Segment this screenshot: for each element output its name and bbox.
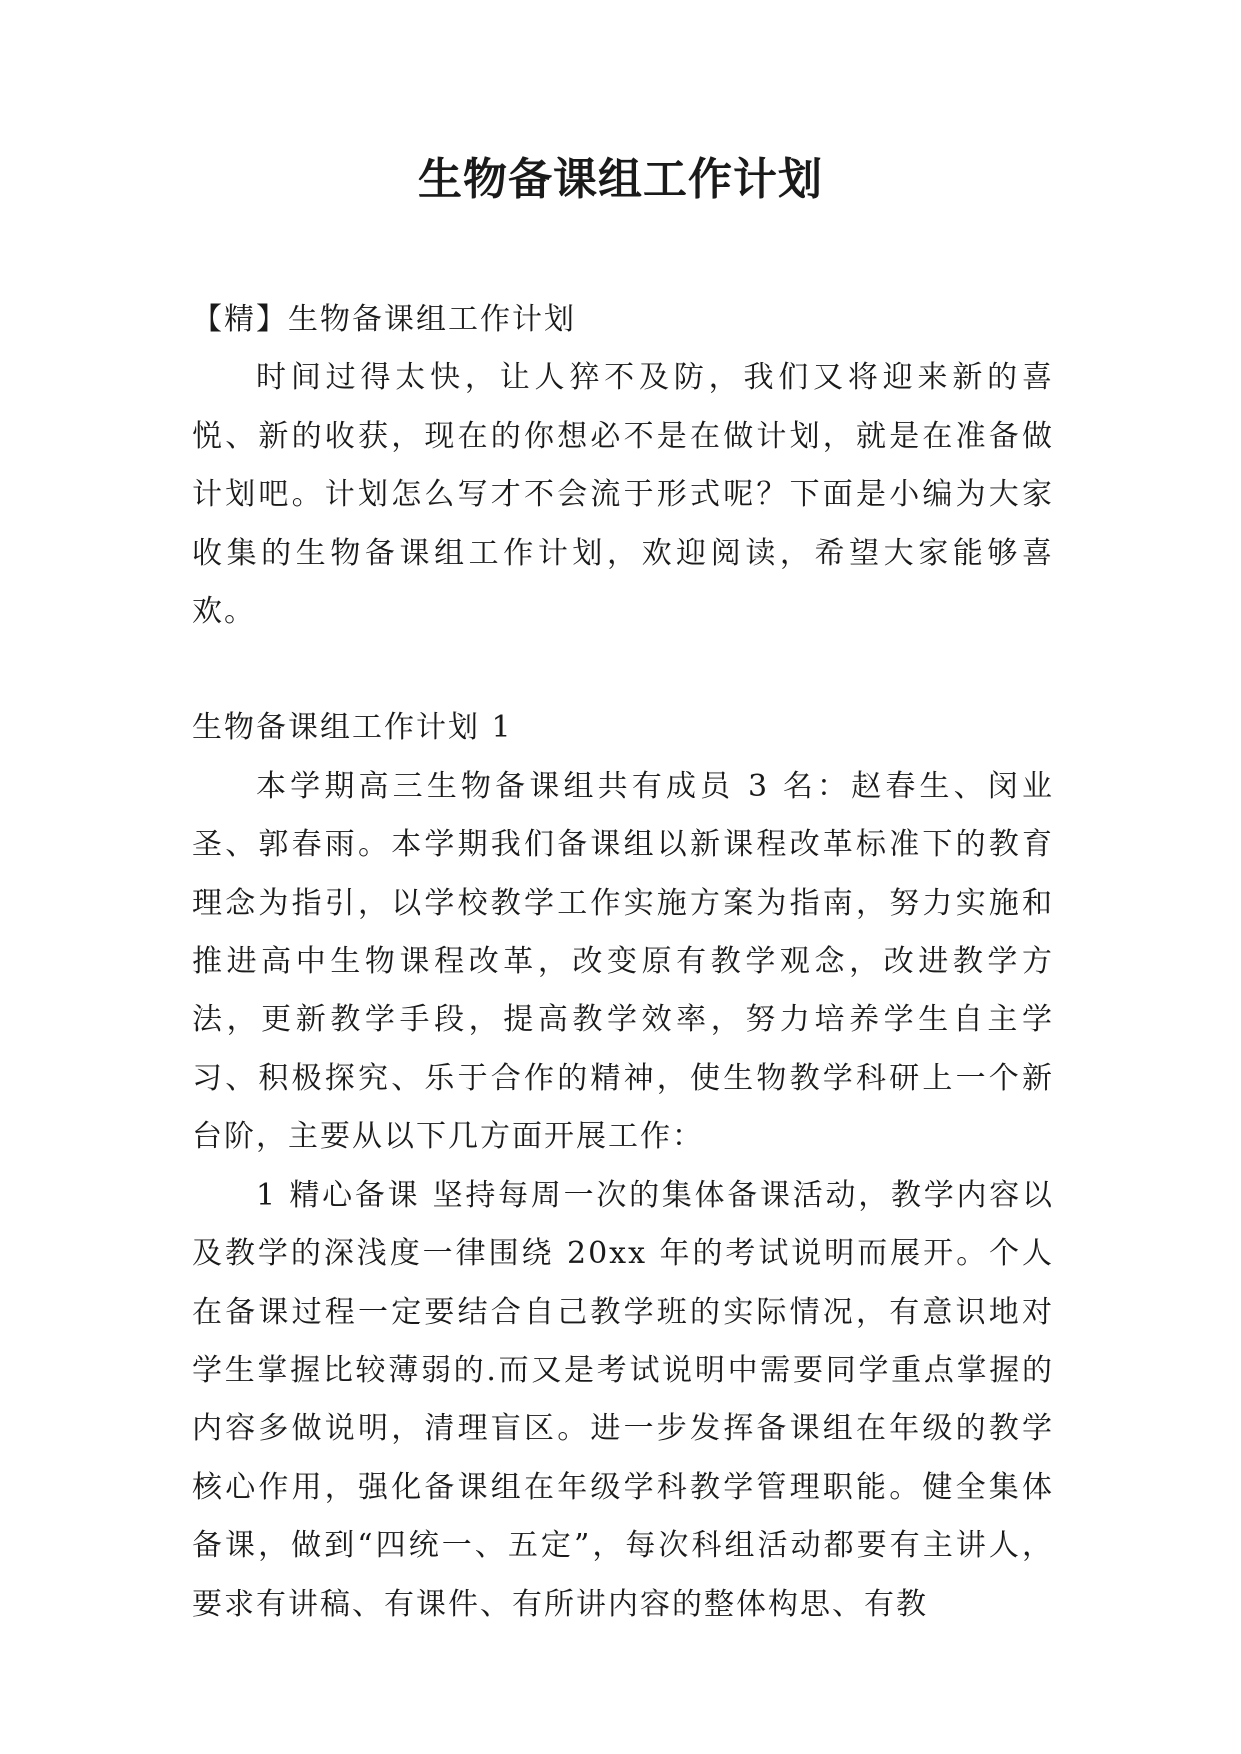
section-title: 生物备课组工作计划 1: [192, 710, 513, 746]
document-body: [192, 291, 1054, 1634]
document-heading: 【精】生物备课组工作计划: [192, 302, 576, 337]
intro-paragraph: 时间过得太快，让人猝不及防，我们又将迎来新的喜悦、新的收获，现在的你想必不是在做计划，就是在准备做计划吧。计划怎么写才不会流于形式呢？下面是小编为大家收集的生物备课组工作计划，欢迎阅读，希望大家能够喜欢。: [192, 360, 1054, 630]
body-paragraph-2: 1 精心备课 坚持每周一次的集体备课活动，教学内容以及教学的深浅度一律围绕 20xx 年的考试说明而展开。个人在备课过程一定要结合自己教学班的实际情况，有意识地对学生掌握比较薄弱的.而又是考试说明中需要同学重点掌握的内容多做说明，清理盲区。进一步发挥备课组在年级的教学核心作用，强化备课组在年级学科教学管理职能。健全集体备课，做到“四统一、五定”，每次科组活动都要有主讲人，要求有讲稿、有课件、有所讲内容的整体构思、有教: [192, 1177, 1054, 1622]
body-paragraph-1: 本学期高三生物备课组共有成员 3 名：赵春生、闵业圣、郭春雨。本学期我们备课组以新课程改革标准下的教育理念为指引，以学校教学工作实施方案为指南，努力实施和推进高中生物课程改革，改变原有教学观念，改进教学方法，更新教学手段，提高教学效率，努力培养学生自主学习、积极探究、乐于合作的精神，使生物教学科研上一个新台阶，主要从以下几方面开展工作：: [192, 768, 1054, 1155]
document-title: 生物备课组工作计划: [418, 154, 823, 205]
